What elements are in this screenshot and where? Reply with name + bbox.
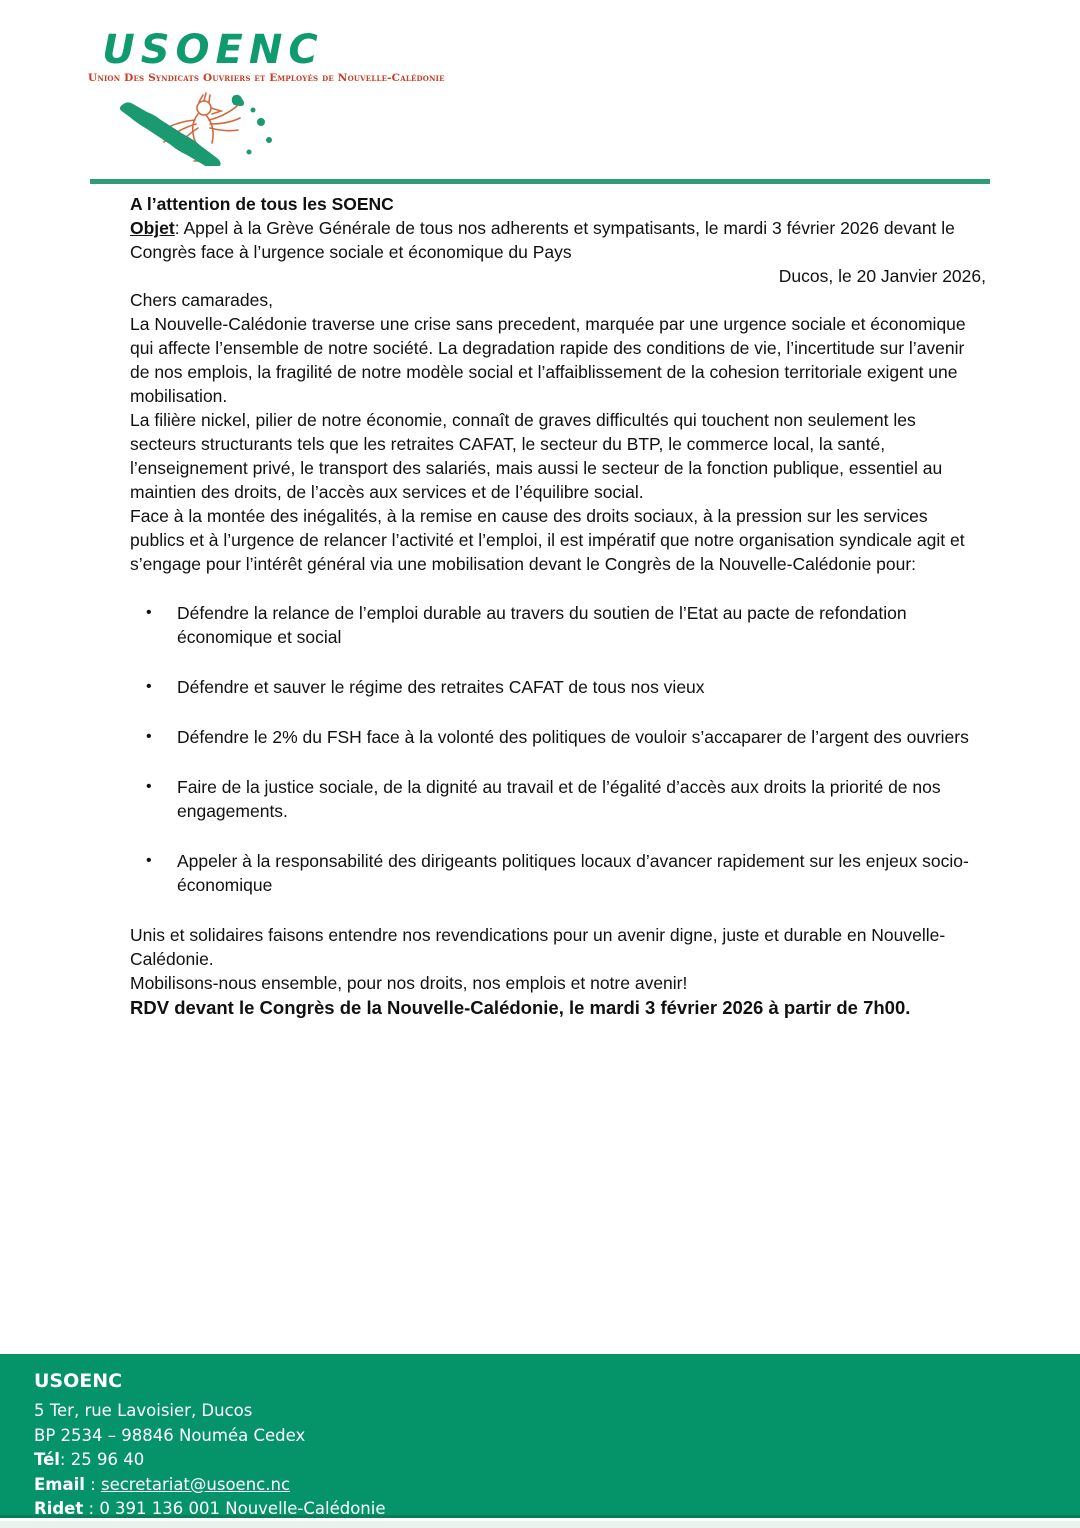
list-item <box>146 775 986 823</box>
header-divider <box>90 179 990 184</box>
attention-line: A l’attention de tous les SOENC <box>130 194 394 214</box>
email-separator: : <box>84 1474 101 1494</box>
subject-text: : Appel à la Grève Générale de tous nos adherents et sympatisants, le mardi 3 février 2026 devant le Congrès face à l’urgence sociale et économique du Pays <box>130 218 955 262</box>
subject-line <box>130 216 986 264</box>
list-item <box>146 601 986 649</box>
footer-phone <box>34 1448 1080 1473</box>
bullet-text: Défendre et sauver le régime des retraites CAFAT de tous nos vieux <box>177 677 705 697</box>
footer-bottom-strip <box>0 1521 1080 1528</box>
footer <box>0 1354 1080 1518</box>
bullet-text: Défendre la relance de l’emploi durable au travers du soutien de l’Etat au pacte de refondation économique et social <box>177 603 907 647</box>
cagou-bird-island-logo-icon <box>103 88 323 166</box>
bullet-text: Défendre le 2% du FSH face à la volonté des politiques de vouloir s’accaparer de l’argent des ouvriers <box>177 727 969 747</box>
logo-wordmark: USOENC <box>102 27 324 73</box>
org-logo <box>88 27 445 166</box>
footer-address-line2: BP 2534 – 98846 Nouméa Cedex <box>34 1425 306 1445</box>
paragraph-nickel: La filière nickel, pilier de notre économie, connaît de graves difficultés qui touchent non seulement les secteurs structurants tels que les retraites CAFAT, le secteur du BTP, le commerce local, la santé, l’enseignement privé, le transport des salariés, mais aussi le secteur de la fonction publique, essentiel au maintien des droits, de l’accès aux services et de l’équilibre social. <box>130 410 943 502</box>
paragraph-unity: Unis et solidaires faisons entendre nos revendications pour un avenir digne, juste et durable en Nouvelle-Calédonie. <box>130 925 946 969</box>
demands-list <box>130 601 986 897</box>
logo-subtitle: Union Des Syndicats Ouvriers et Employés de Nouvelle-Calédonie <box>88 72 445 84</box>
footer-ridet <box>34 1497 1080 1522</box>
bullet-icon: • <box>146 778 152 795</box>
bullet-text: Appeler à la responsabilité des dirigeants politiques locaux d’avancer rapidement sur les enjeux socio-économique <box>177 851 969 895</box>
dateline: Ducos, le 20 Janvier 2026, <box>778 266 986 286</box>
list-item <box>146 849 986 897</box>
paragraph-mobilisation: Face à la montée des inégalités, à la remise en cause des droits sociaux, à la pression sur les services publics et à l’urgence de relancer l’activité et l’emploi, il est impératif que notre organisation syndicale agit et s’engage pour l’intérêt général via une mobilisation devant le Congrès de la Nouvelle-Calédonie pour: <box>130 506 965 574</box>
email-link[interactable]: secretariat@usoenc.nc <box>100 1474 291 1494</box>
ridet-value: : 0 391 136 001 Nouvelle-Calédonie <box>83 1499 386 1518</box>
bullet-icon: • <box>146 604 152 621</box>
email-label: Email <box>34 1474 85 1494</box>
subject-label: Objet <box>130 218 175 238</box>
ridet-label: Ridet <box>34 1499 84 1518</box>
list-item <box>146 725 986 749</box>
salutation: Chers camarades, <box>130 290 273 310</box>
bullet-icon: • <box>146 852 152 869</box>
rdv-call-to-action: RDV devant le Congrès de la Nouvelle-Calédonie, le mardi 3 février 2026 à partir de 7h00. <box>130 997 911 1018</box>
list-item <box>146 675 986 699</box>
paragraph-mobilisons: Mobilisons-nous ensemble, pour nos droits, nos emplois et notre avenir! <box>130 973 688 993</box>
paragraph-crisis: La Nouvelle-Calédonie traverse une crise sans precedent, marquée par une urgence sociale et économique qui affecte l’ensemble de notre société. La degradation rapide des conditions de vie, l’incertitude sur l’avenir de nos emplois, la fragilité de notre modèle social et l’affaiblissement de la cohesion territoriale exigent une mobilisation. <box>130 314 966 406</box>
bullet-text: Faire de la justice sociale, de la dignité au travail et de l’égalité d’accès aux droits la priorité de nos engagements. <box>177 777 941 821</box>
letter-body <box>130 192 986 1020</box>
phone-value: : 25 96 40 <box>59 1450 145 1469</box>
footer-address-line1: 5 Ter, rue Lavoisier, Ducos <box>34 1401 253 1420</box>
footer-email <box>34 1473 1080 1498</box>
bullet-icon: • <box>146 678 152 695</box>
bullet-icon: • <box>146 728 152 745</box>
footer-org-name: USOENC <box>34 1370 123 1392</box>
phone-label: Tél <box>34 1450 60 1469</box>
